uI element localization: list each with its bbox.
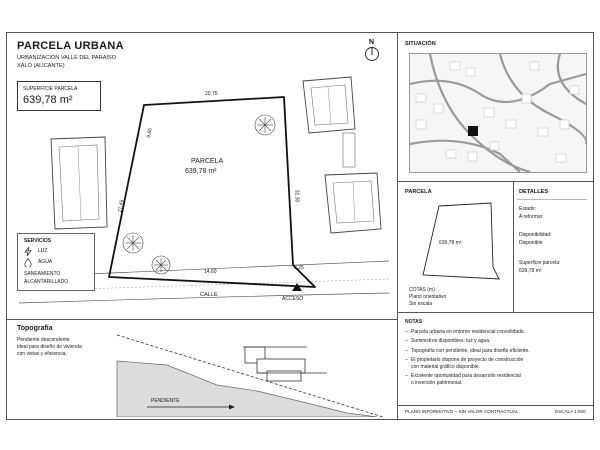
parcel-mini-note-1: COTAS (m) <box>409 287 435 293</box>
note-item: – Topografía con pendiente, ideal para diseño eficiente. <box>405 348 589 355</box>
parcel-label: PARCELA <box>191 158 224 165</box>
neighbor-house-left <box>51 137 107 229</box>
slope-label: PENDIENTE <box>151 398 180 404</box>
detail-label-estado: Estado: <box>519 206 536 212</box>
topography-desc-1: Pendiente descendente <box>17 337 70 343</box>
details-divider <box>513 181 514 312</box>
situation-title: SITUACIÓN <box>405 41 436 47</box>
note-item: – Excelente oportunidad para desarrollo residencial o inversión patrimonial. <box>405 373 589 387</box>
dim-bottom: 14,60 <box>204 269 217 275</box>
tree-top <box>255 115 275 135</box>
subtitle-line-1: URBANIZACIÓN VALLE DEL PARAÍSO <box>17 55 117 61</box>
parcel-outline <box>109 97 315 287</box>
parcel-mini-note-2: Plano orientativo <box>409 294 447 300</box>
surface-value: 639,78 m² <box>23 94 73 106</box>
detail-label-disponibilidad: Disponibilidad: <box>519 232 552 238</box>
subtitle-line-2: XALÓ (ALICANTE) <box>17 63 65 69</box>
parcel-location-marker <box>468 126 478 136</box>
detail-label-superficie: Superficie parcela: <box>519 260 561 266</box>
dim-right: 31,30 <box>293 189 300 203</box>
detail-value-estado: A reformar <box>519 214 543 220</box>
note-item: – Parcela urbana en entorno residencial consolidado. <box>405 329 589 336</box>
parcel-mini-shape <box>419 201 505 283</box>
footer-divider <box>397 405 593 406</box>
house-section <box>243 347 327 381</box>
note-item: – Suministros disponibles: luz y agua. <box>405 338 589 345</box>
situation-map <box>409 53 587 173</box>
topography-section <box>107 325 393 417</box>
detail-value-superficie: 639,78 m² <box>519 268 542 274</box>
details-title: DETALLES <box>519 189 549 195</box>
lightning-icon <box>24 247 32 256</box>
note-item: – El propietario dispone de proyecto de construcción con material gráfico disponible. <box>405 357 589 371</box>
column-divider <box>397 33 398 419</box>
row-divider-left <box>7 319 397 320</box>
topography-desc-3: con vistas y eficiencia. <box>17 351 67 357</box>
detail-value-disponibilidad: Disponible <box>519 240 543 246</box>
footer-scale: ESCALA 1:500 <box>555 409 586 414</box>
row-divider-situation <box>397 181 593 182</box>
plan-sheet <box>6 32 594 420</box>
row-divider-notes <box>397 312 593 313</box>
parcel-mini-title: PARCELA <box>405 189 432 195</box>
surface-label: SUPERFICIE PARCELA <box>23 86 78 92</box>
service-label-agua: AGUA <box>38 259 53 265</box>
dim-top: 20,75 <box>205 91 218 97</box>
notes-list <box>405 329 589 390</box>
sanitation-line-2: ALCANTARILLADO <box>24 279 69 285</box>
services-title: SERVICIOS <box>24 238 52 244</box>
details-underline <box>517 199 587 200</box>
water-drop-icon <box>24 258 32 267</box>
dim-left-top: 9,85 <box>146 127 154 139</box>
service-label-luz: LUZ <box>38 248 48 254</box>
parcel-mini-note-3: Sin escala <box>409 301 433 307</box>
parcel-mini-area: 639,78 m² <box>439 240 462 246</box>
north-label: N <box>369 39 375 46</box>
parcel-area: 639,78 m² <box>185 168 217 175</box>
topography-title: Topografía <box>17 325 53 332</box>
tree-left <box>123 233 143 253</box>
sanitation-line-1: SANEAMIENTO <box>24 271 61 277</box>
street-label: CALLE <box>200 292 218 298</box>
page-title: PARCELA URBANA <box>17 40 124 52</box>
dim-bottom-right: 8,25 <box>294 265 304 271</box>
tree-bottom <box>152 256 170 274</box>
access-label: ACCESO <box>282 296 304 302</box>
notes-title: NOTAS <box>405 319 423 325</box>
dim-left: 27,45 <box>117 199 126 213</box>
services-box <box>17 233 95 291</box>
neighbor-house-right <box>325 173 381 233</box>
footer-disclaimer: PLANO INFORMATIVO – SIN VALOR CONTRACTUAL <box>405 409 519 414</box>
topography-desc-2: ideal para diseño de vivienda <box>17 344 82 350</box>
neighbor-house-top-right <box>303 77 355 167</box>
